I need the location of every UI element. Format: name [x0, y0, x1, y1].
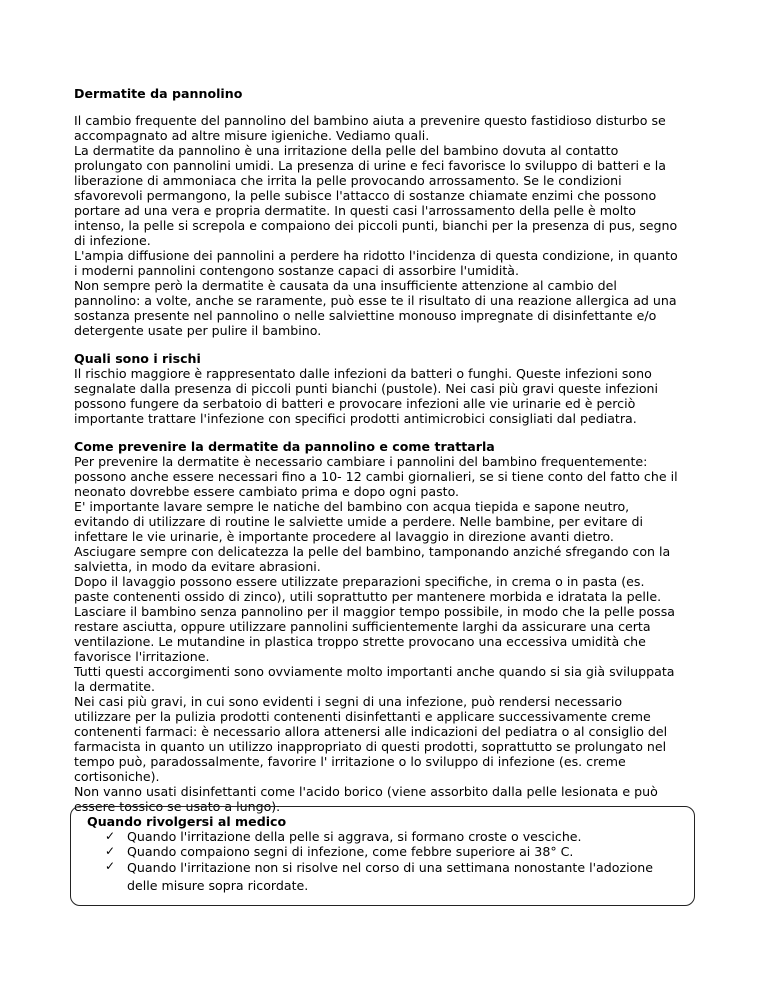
callout-list: [87, 829, 684, 895]
text-line: cortisoniche).: [74, 769, 160, 784]
text-line: Dopo il lavaggio possono essere utilizzate preparazioni specifiche, in crema o in pasta (es.: [74, 574, 645, 589]
text-line: Il cambio frequente del pannolino del bambino aiuta a prevenire questo fastidioso disturbo se: [74, 113, 666, 128]
doctor-callout-box: [70, 806, 695, 906]
text-line: evitando di utilizzare di routine le salviette umide a perdere. Nelle bambine, per evitare di: [74, 514, 644, 529]
risks-section: [74, 351, 704, 426]
page-title: Dermatite da pannolino: [74, 86, 243, 101]
checkmark-icon: ✓: [105, 844, 116, 858]
text-line: intenso, la pelle si screpola e compaiono dei piccoli punti, bianchi per la presenza di pus, segno: [74, 218, 678, 233]
text-line: possono fungere da serbatoio di batteri e provocare infezioni alle vie urinarie ed è perciò: [74, 396, 636, 411]
text-line: sostanza presente nel pannolino o nelle salviettine monouso impregnate di disinfettante e/o: [74, 308, 657, 323]
text-line: utilizzare per la pulizia prodotti contenenti disinfettanti e applicare successivamente creme: [74, 709, 651, 724]
callout-item-line: Quando compaiono segni di infezione, come febbre superiore ai 38° C.: [127, 844, 574, 859]
callout-item-text: [127, 859, 684, 895]
prevention-paragraph: [74, 454, 704, 814]
text-line: pannolino: a volte, anche se raramente, può esse te il risultato di una reazione allergica ad una: [74, 293, 677, 308]
text-line: infettare le vie urinarie, è importante procedere al lavaggio in direzione avanti dietro.: [74, 529, 614, 544]
text-line: liberazione di ammoniaca che irrita la pelle provocando arrossamento. Se le condizioni: [74, 173, 622, 188]
text-line: segnalate dalla presenza di piccoli punti bianchi (pustole). Nei casi più gravi queste infezioni: [74, 381, 659, 396]
text-line: portare ad una vera e propria dermatite. In questi casi l'arrossamento della pelle è molto: [74, 203, 636, 218]
text-line: restare asciutta, oppure utilizzare pannolini sufficientemente larghi da assicurare una certa: [74, 619, 651, 634]
intro-paragraph: [74, 113, 704, 338]
text-line: prolungato con pannolini umidi. La presenza di urine e feci favorisce lo sviluppo di batteri e la: [74, 158, 666, 173]
text-line: importante trattare l'infezione con specifici prodotti antimicrobici consigliati dal pediatra.: [74, 411, 637, 426]
prevention-heading: Come prevenire la dermatite da pannolino e come trattarla: [74, 439, 495, 454]
risks-paragraph: [74, 366, 704, 426]
text-line: Il rischio maggiore è rappresentato dalle infezioni da batteri o funghi. Queste infezioni sono: [74, 366, 652, 381]
text-line: di infezione.: [74, 233, 151, 248]
callout-title: Quando rivolgersi al medico: [87, 814, 287, 829]
text-line: farmacista in quanto un utilizzo inappropriato di questi prodotti, soprattutto se prolungato nel: [74, 739, 667, 754]
text-line: salvietta, in modo da evitare abrasioni.: [74, 559, 321, 574]
callout-item-line: delle misure sopra ricordate.: [127, 878, 309, 893]
text-line: L'ampia diffusione dei pannolini a perdere ha ridotto l'incidenza di questa condizione, in quanto: [74, 248, 678, 263]
callout-item-text: [127, 829, 684, 844]
text-line: Tutti questi accorgimenti sono ovviamente molto importanti anche quando si sia già sviluppata: [74, 664, 675, 679]
text-line: paste contenenti ossido di zinco), utili soprattutto per mantenere morbida e idratata la pelle.: [74, 589, 662, 604]
text-line: E' importante lavare sempre le natiche del bambino con acqua tiepida e sapone neutro,: [74, 499, 630, 514]
callout-item-text: [127, 844, 684, 859]
callout-item: [105, 859, 684, 895]
callout-item: [105, 829, 684, 844]
callout-item-line: Quando l'irritazione della pelle si aggrava, si formano croste o vesciche.: [127, 829, 582, 844]
text-line: Non sempre però la dermatite è causata da una insufficiente attenzione al cambio del: [74, 278, 617, 293]
text-line: la dermatite.: [74, 679, 156, 694]
text-line: Per prevenire la dermatite è necessario cambiare i pannolini del bambino frequentemente:: [74, 454, 648, 469]
text-line: La dermatite da pannolino è una irritazione della pelle del bambino dovuta al contatto: [74, 143, 619, 158]
text-line: possono anche essere necessari fino a 10- 12 cambi giornalieri, se si tiene conto del fatto che il: [74, 469, 678, 484]
text-line: favorisce l'irritazione.: [74, 649, 210, 664]
text-line: tempo può, paradossalmente, favorire l' irritazione o lo sviluppo di infezione (es. creme: [74, 754, 626, 769]
text-line: contenenti farmaci: è necessario allora attenersi alle indicazioni del pediatra o al consiglio del: [74, 724, 668, 739]
text-line: essere tossico se usato a lungo).: [74, 799, 281, 814]
text-line: ventilazione. Le mutandine in plastica troppo strette provocano una eccessiva umidità che: [74, 634, 646, 649]
callout-item: [105, 844, 684, 859]
document-body: [74, 86, 704, 827]
text-line: sfavorevoli permangono, la pelle subisce l'attacco di sostanze chiamate enzimi che possono: [74, 188, 657, 203]
text-line: Asciugare sempre con delicatezza la pelle del bambino, tamponando anziché sfregando con la: [74, 544, 671, 559]
risks-heading: Quali sono i rischi: [74, 351, 201, 366]
text-line: accompagnato ad altre misure igieniche. Vediamo quali.: [74, 128, 430, 143]
callout-item-line: Quando l'irritazione non si risolve nel corso di una settimana nonostante l'adozione: [127, 860, 654, 875]
text-line: detergente usate per pulire il bambino.: [74, 323, 322, 338]
prevention-section: [74, 439, 704, 814]
text-line: Non vanno usati disinfettanti come l'acido borico (viene assorbito dalla pelle lesionata e può: [74, 784, 658, 799]
text-line: i moderni pannolini contengono sostanze capaci di assorbire l'umidità.: [74, 263, 520, 278]
text-line: Nei casi più gravi, in cui sono evidenti i segni di una infezione, può rendersi necessario: [74, 694, 623, 709]
text-line: neonato dovrebbe essere cambiato prima e dopo ogni pasto.: [74, 484, 460, 499]
text-line: Lasciare il bambino senza pannolino per il maggior tempo possibile, in modo che la pelle possa: [74, 604, 676, 619]
checkmark-icon: ✓: [105, 829, 116, 843]
checkmark-icon: ✓: [105, 859, 116, 873]
